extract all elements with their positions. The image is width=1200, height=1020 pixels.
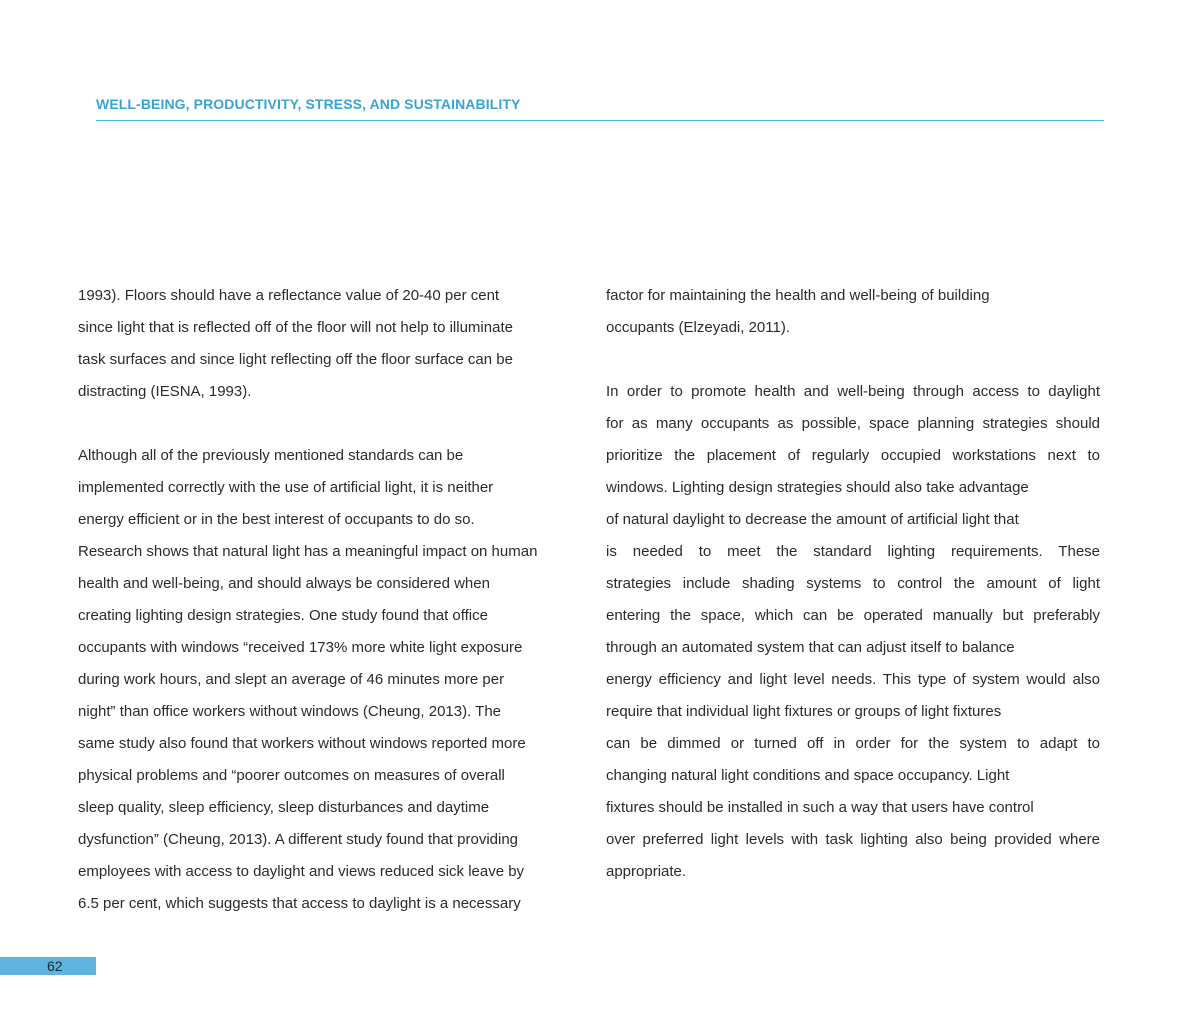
text-line: occupants (Elzeyadi, 2011). [606,319,790,336]
text-line: can be dimmed or turned off in order for the system to adapt to [606,735,1100,752]
text-line: Research shows that natural light has a meaningful impact on human [78,543,538,560]
text-line: health and well-being, and should always be considered when [78,575,490,592]
text-line: 1993). Floors should have a reflectance value of 20-40 per cent [78,287,500,304]
text-line: energy efficiency and light level needs. This type of system would also [606,671,1100,688]
page-number-bar [0,957,96,975]
text-line: through an automated system that can adjust itself to balance [606,639,1015,656]
running-header [96,96,1104,121]
paragraph-gap [78,408,568,440]
left-column [78,280,568,920]
text-line: over preferred light levels with task lighting also being provided where [606,831,1100,848]
text-line: entering the space, which can be operated manually but preferably [606,607,1100,624]
text-line: prioritize the placement of regularly occupied workstations next to [606,447,1100,464]
text-line: fixtures should be installed in such a way that users have control [606,799,1034,816]
text-line: creating lighting design strategies. One study found that office [78,607,488,624]
text-line: 6.5 per cent, which suggests that access to daylight is a necessary [78,895,521,912]
text-line: sleep quality, sleep efficiency, sleep disturbances and daytime [78,799,490,816]
right-column [606,280,1100,888]
text-line: is needed to meet the standard lighting requirements. These [606,543,1100,560]
text-line: distracting (IESNA, 1993). [78,383,252,400]
text-line: Although all of the previously mentioned standards can be [78,447,464,464]
text-line: changing natural light conditions and space occupancy. Light [606,767,1010,784]
paragraph-gap [606,344,1100,376]
text-line: employees with access to daylight and views reduced sick leave by [78,863,525,880]
text-line: require that individual light fixtures or groups of light fixtures [606,703,1002,720]
text-line: physical problems and “poorer outcomes on measures of overall [78,767,505,784]
text-line: task surfaces and since light reflecting off the floor surface can be [78,351,513,368]
text-line: energy efficient or in the best interest of occupants to do so. [78,511,475,528]
text-line: appropriate. [606,863,687,880]
text-line: night” than office workers without windows (Cheung, 2013). The [78,703,502,720]
text-line: during work hours, and slept an average of 46 minutes more per [78,671,505,688]
text-line: occupants with windows “received 173% more white light exposure [78,639,523,656]
text-line: since light that is reflected off of the floor will not help to illuminate [78,319,513,336]
text-line: factor for maintaining the health and well-being of building [606,287,990,304]
text-line: of natural daylight to decrease the amount of artificial light that [606,511,1019,528]
text-line: dysfunction” (Cheung, 2013). A different study found that providing [78,831,519,848]
text-line: windows. Lighting design strategies should also take advantage [606,479,1029,496]
text-line: same study also found that workers without windows reported more [78,735,526,752]
text-line: for as many occupants as possible, space planning strategies should [606,415,1100,432]
running-header-title: WELL-BEING, PRODUCTIVITY, STRESS, AND SUSTAINABILITY [96,96,521,112]
text-line: implemented correctly with the use of artificial light, it is neither [78,479,494,496]
page-number: 62 [47,958,63,974]
text-line: In order to promote health and well-being through access to daylight [606,383,1100,400]
text-line: strategies include shading systems to control the amount of light [606,575,1100,592]
